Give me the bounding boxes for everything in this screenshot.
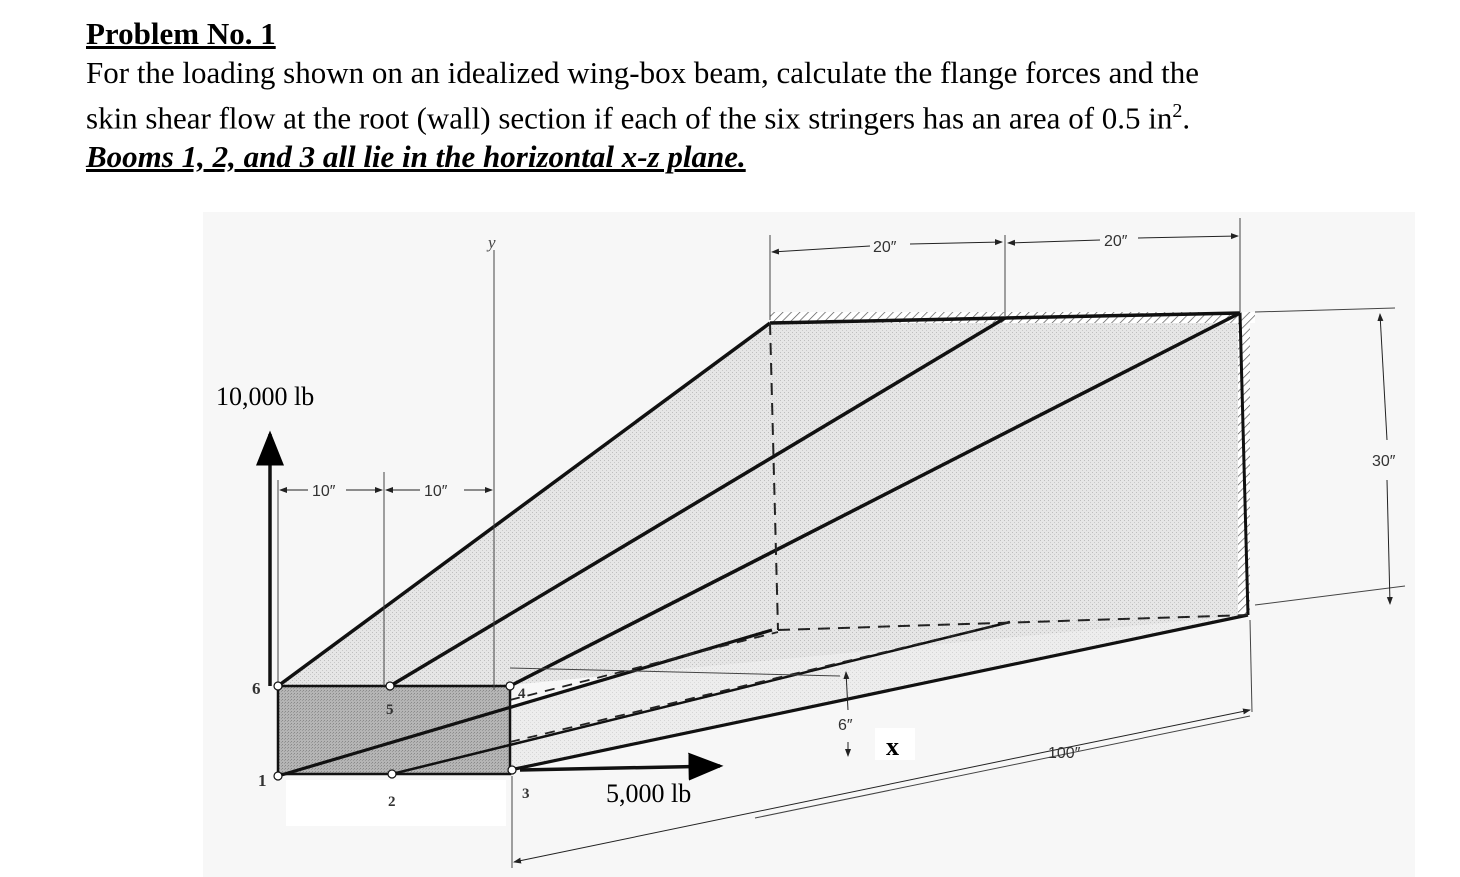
dim-20-right-label: 20″ [1104, 233, 1128, 250]
load-horizontal-label: 5,000 lb [606, 779, 692, 808]
dim-100-label: 100″ [1048, 745, 1081, 762]
boom-label-1: 1 [258, 771, 267, 790]
dim-10-left-label: 10″ [312, 483, 336, 500]
problem-line-2: skin shear flow at the root (wall) section if each of the six stringers has an area of 0.5 in [86, 100, 1173, 136]
problem-title: Problem No. 1 [86, 16, 276, 51]
boom-label-3: 3 [522, 786, 530, 802]
problem-line-2-end: . [1182, 100, 1191, 136]
superscript-2: 2 [1172, 100, 1183, 122]
y-axis-label: y [488, 233, 496, 252]
dim-10-right-label: 10″ [424, 483, 448, 500]
mask-below-section [286, 780, 506, 826]
tip-cross-section [278, 686, 510, 774]
boom-6-marker [274, 682, 282, 690]
boom-2-marker [388, 770, 396, 778]
load-vertical-label: 10,000 lb [216, 382, 315, 411]
boom-3-marker [508, 766, 516, 774]
dim-20-left-label: 20″ [873, 239, 897, 256]
boom-4-marker [506, 682, 514, 690]
boom-5-marker [386, 682, 394, 690]
problem-line-1: For the loading shown on an idealized wing-box beam, calculate the flange forces and the [86, 55, 1200, 90]
dim-30-label: 30″ [1372, 453, 1396, 470]
boom-1-marker [274, 772, 282, 780]
boom-label-5: 5 [386, 702, 394, 718]
boom-label-4: 4 [518, 686, 526, 702]
boom-label-2: 2 [388, 794, 396, 810]
x-axis-label: x [886, 732, 899, 761]
boom-label-6: 6 [252, 679, 261, 698]
dim-6-label: 6″ [838, 717, 853, 734]
boom-plane-note: Booms 1, 2, and 3 all lie in the horizontal x-z plane. [86, 139, 746, 175]
